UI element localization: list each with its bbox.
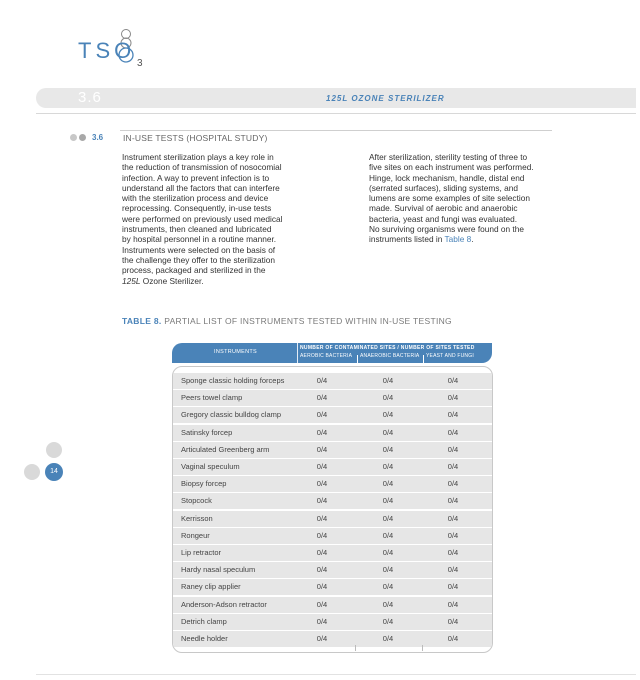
anaerobic-value: 0/4 xyxy=(382,479,394,489)
chapter-number: 3.6 xyxy=(78,89,102,106)
yeast-fungi-value: 0/4 xyxy=(447,616,459,626)
yeast-fungi-value: 0/4 xyxy=(447,410,459,420)
header-divider-1 xyxy=(297,343,298,363)
anaerobic-value: 0/4 xyxy=(382,444,394,454)
running-title: 125L OZONE STERILIZER xyxy=(326,94,445,103)
aerobic-value: 0/4 xyxy=(316,393,328,403)
instrument-name: Hardy nasal speculum xyxy=(181,565,256,575)
body-line: reprocessing. Consequently, in-use tests xyxy=(122,203,272,214)
aerobic-value: 0/4 xyxy=(316,548,328,557)
body-line: Hinge, lock mechanism, handle, distal end xyxy=(369,172,525,183)
aerobic-value: 0/4 xyxy=(316,599,328,609)
yeast-fungi-value: 0/4 xyxy=(447,427,459,437)
header-aerobic: AEROBIC BACTERIA xyxy=(300,353,353,359)
body-line: made. Survival of aerobic and anaerobic xyxy=(369,203,518,214)
instrument-name: Rongeur xyxy=(181,530,210,540)
body-line: infection. A way to prevent infection is to xyxy=(122,172,270,183)
instrument-name: Biopsy forcep xyxy=(181,479,227,489)
yeast-fungi-value: 0/4 xyxy=(447,444,459,454)
header-instruments: INSTRUMENTS xyxy=(214,349,258,355)
table-row xyxy=(173,459,492,475)
body-line: the reduction of transmission of nosocomial xyxy=(122,162,282,173)
table-row xyxy=(173,597,492,613)
anaerobic-value: 0/4 xyxy=(382,582,394,592)
anaerobic-value: 0/4 xyxy=(382,599,394,609)
table-row xyxy=(173,511,492,527)
section-bullet-icon xyxy=(70,134,90,142)
table-caption-label: TABLE 8. xyxy=(122,316,162,326)
logo-subscript: 3 xyxy=(137,58,143,69)
header-subdivider-1 xyxy=(357,355,358,363)
table-row xyxy=(173,390,492,406)
instrument-name: Needle holder xyxy=(181,634,228,643)
table-caption xyxy=(122,316,452,326)
instrument-name: Lip retractor xyxy=(181,548,222,557)
aerobic-value: 0/4 xyxy=(316,427,328,437)
footer-divider xyxy=(36,674,636,675)
product-name: 125L xyxy=(122,275,141,286)
yeast-fungi-value: 0/4 xyxy=(447,582,459,592)
aerobic-value: 0/4 xyxy=(316,444,328,454)
table-8-link[interactable]: Table 8 xyxy=(444,234,472,245)
page-marker-dot xyxy=(24,464,40,480)
anaerobic-value: 0/4 xyxy=(382,634,394,643)
anaerobic-value: 0/4 xyxy=(382,376,394,385)
body-line: with the sterilization process and device xyxy=(122,193,269,204)
yeast-fungi-value: 0/4 xyxy=(447,513,459,523)
yeast-fungi-value: 0/4 xyxy=(447,548,459,557)
anaerobic-value: 0/4 xyxy=(382,530,394,540)
header-subdivider-2 xyxy=(423,355,424,363)
page-marker-dot xyxy=(46,442,62,458)
aerobic-value: 0/4 xyxy=(316,410,328,420)
body-line: No surviving organisms were found on the xyxy=(369,224,524,235)
anaerobic-value: 0/4 xyxy=(382,427,394,437)
table-row xyxy=(173,579,492,595)
aerobic-value: 0/4 xyxy=(316,376,328,385)
aerobic-value: 0/4 xyxy=(316,634,328,643)
body-line: five sites on each instrument was performed. xyxy=(369,162,534,173)
body-line: (serrated surfaces), sliding systems, and xyxy=(369,182,518,193)
table-row xyxy=(173,493,492,509)
anaerobic-value: 0/4 xyxy=(382,513,394,523)
aerobic-value: 0/4 xyxy=(316,462,328,471)
anaerobic-value: 0/4 xyxy=(382,616,394,626)
table-row xyxy=(173,545,492,561)
yeast-fungi-value: 0/4 xyxy=(447,565,459,575)
aerobic-value: 0/4 xyxy=(316,496,328,506)
body-line: understand all the factors that can interfere xyxy=(122,182,280,193)
section-title: IN-USE TESTS (HOSPITAL STUDY) xyxy=(123,133,268,143)
table-body xyxy=(172,366,493,653)
logo-text: TSO xyxy=(78,38,136,63)
tso3-logo xyxy=(78,28,158,72)
header-anaerobic: ANAEROBIC BACTERIA xyxy=(360,353,420,359)
yeast-fungi-value: 0/4 xyxy=(447,599,459,609)
body-text: Ozone Sterilizer. xyxy=(140,275,204,286)
aerobic-value: 0/4 xyxy=(316,565,328,575)
instrument-name: Detrich clamp xyxy=(181,616,227,626)
table-row xyxy=(173,476,492,492)
aerobic-value: 0/4 xyxy=(316,582,328,592)
instrument-name: Kerrisson xyxy=(181,513,213,523)
yeast-fungi-value: 0/4 xyxy=(447,393,459,403)
yeast-fungi-value: 0/4 xyxy=(447,530,459,540)
header-yeast-fungi: YEAST AND FUNGI xyxy=(426,353,474,359)
anaerobic-value: 0/4 xyxy=(382,393,394,403)
instrument-name: Stopcock xyxy=(181,496,212,506)
section-divider xyxy=(120,130,552,131)
body-line xyxy=(122,276,310,286)
body-line: lumens are some examples of site selection xyxy=(369,193,530,204)
yeast-fungi-value: 0/4 xyxy=(447,462,459,471)
body-line: process, packaged and sterilized in the xyxy=(122,265,266,276)
aerobic-value: 0/4 xyxy=(316,513,328,523)
table-row xyxy=(173,614,492,630)
anaerobic-value: 0/4 xyxy=(382,496,394,506)
instrument-name: Sponge classic holding forceps xyxy=(181,376,285,385)
page-number: 14 xyxy=(45,463,63,481)
body-line: Instrument sterilization plays a key role in xyxy=(122,152,274,162)
table-tick xyxy=(422,645,423,651)
table-row xyxy=(173,407,492,423)
instrument-name: Satinsky forcep xyxy=(181,427,233,437)
anaerobic-value: 0/4 xyxy=(382,548,394,557)
section-number: 3.6 xyxy=(92,133,104,142)
instrument-name: Vaginal speculum xyxy=(181,462,240,471)
instrument-name: Peers towel clamp xyxy=(181,393,243,403)
body-line: Instruments were selected on the basis of xyxy=(122,244,276,255)
body-line: bacteria, yeast and fungi was evaluated. xyxy=(369,213,518,224)
table-row xyxy=(173,562,492,578)
body-line: by hospital personnel in a routine manner. xyxy=(122,234,277,245)
anaerobic-value: 0/4 xyxy=(382,462,394,471)
aerobic-value: 0/4 xyxy=(316,530,328,540)
aerobic-value: 0/4 xyxy=(316,616,328,626)
body-column-left xyxy=(122,152,310,286)
header-group: NUMBER OF CONTAMINATED SITES / NUMBER OF SITES TESTED xyxy=(300,345,475,351)
table-row xyxy=(173,425,492,441)
instrument-name: Anderson-Adson retractor xyxy=(181,599,267,609)
table-row xyxy=(173,528,492,544)
body-line: the challenge they offer to the sterilization xyxy=(122,254,275,265)
yeast-fungi-value: 0/4 xyxy=(447,479,459,489)
table-tick xyxy=(355,645,356,651)
body-text: . xyxy=(471,234,474,245)
instrument-name: Articulated Greenberg arm xyxy=(181,444,270,454)
instrument-name: Gregory classic bulldog clamp xyxy=(181,410,282,420)
table-header xyxy=(172,343,492,363)
instrument-name: Raney clip applier xyxy=(181,582,241,592)
body-column-right xyxy=(369,152,553,245)
table-row xyxy=(173,442,492,458)
body-line xyxy=(369,234,553,244)
yeast-fungi-value: 0/4 xyxy=(447,496,459,506)
yeast-fungi-value: 0/4 xyxy=(447,376,459,385)
anaerobic-value: 0/4 xyxy=(382,410,394,420)
body-text: instruments listed in xyxy=(369,234,445,245)
table-caption-text: PARTIAL LIST OF INSTRUMENTS TESTED WITHIN IN-USE TESTING xyxy=(161,316,452,326)
table-row xyxy=(173,373,492,389)
header-divider xyxy=(36,113,636,114)
body-line: were performed on previously used medical xyxy=(122,213,283,224)
table-row xyxy=(173,631,492,647)
body-line: instruments, then cleaned and lubricated xyxy=(122,224,272,235)
aerobic-value: 0/4 xyxy=(316,479,328,489)
anaerobic-value: 0/4 xyxy=(382,565,394,575)
yeast-fungi-value: 0/4 xyxy=(447,634,459,643)
body-line: After sterilization, sterility testing of three to xyxy=(369,152,528,162)
